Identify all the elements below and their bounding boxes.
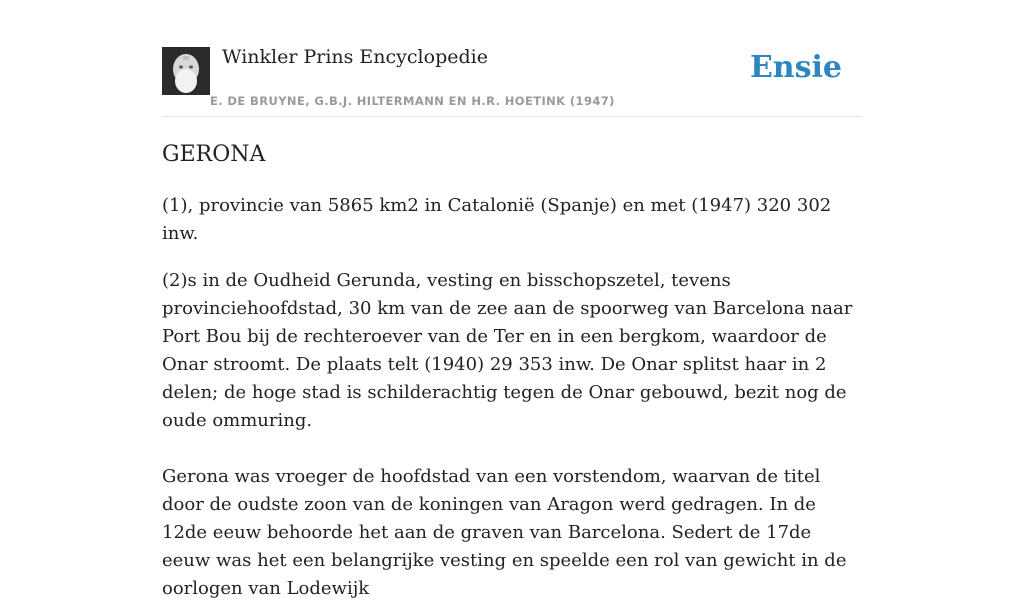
paragraph-3: Gerona was vroeger de hoofdstad van een vorstendom, waarvan de titel door de oudste zoon van de koningen van Aragon werd gedragen. In de 12de eeuw behoorde het aan de graven van Barcelona. Sedert de 17de eeuw was het een belangrijke vesting en speelde een rol van gewicht in de oorlogen van Lodewijk — [162, 466, 847, 599]
avatar — [162, 47, 210, 95]
paragraph-1: (1), provincie van 5865 km2 in Catalonië (Spanje) en met (1947) 320 302 inw. — [162, 195, 832, 244]
publication-title[interactable]: Winkler Prins Encyclopedie — [222, 46, 488, 68]
authors-line: E. DE BRUYNE, G.B.J. HILTERMANN EN H.R. HOETINK (1947) — [210, 94, 615, 108]
site-header — [162, 0, 862, 117]
paragraph-2: (2)s in de Oudheid Gerunda, vesting en bisschopszetel, tevens provinciehoofdstad, 30 km van de zee aan de spoorweg van Barcelona naar Port Bou bij de rechteroever van de Ter en in een bergkom, waardoor de Onar stroomt. De plaats telt (1940) 29 353 inw. De Onar splitst haar in 2 delen; de hoge stad is schilderachtig tegen de Onar gebouwd, bezit nog de oude ommuring. — [162, 270, 853, 431]
article — [162, 138, 862, 603]
entry-title: GERONA — [162, 142, 266, 167]
ensie-logo-link[interactable]: Ensie — [749, 50, 842, 85]
portrait-photo-icon — [162, 47, 210, 95]
